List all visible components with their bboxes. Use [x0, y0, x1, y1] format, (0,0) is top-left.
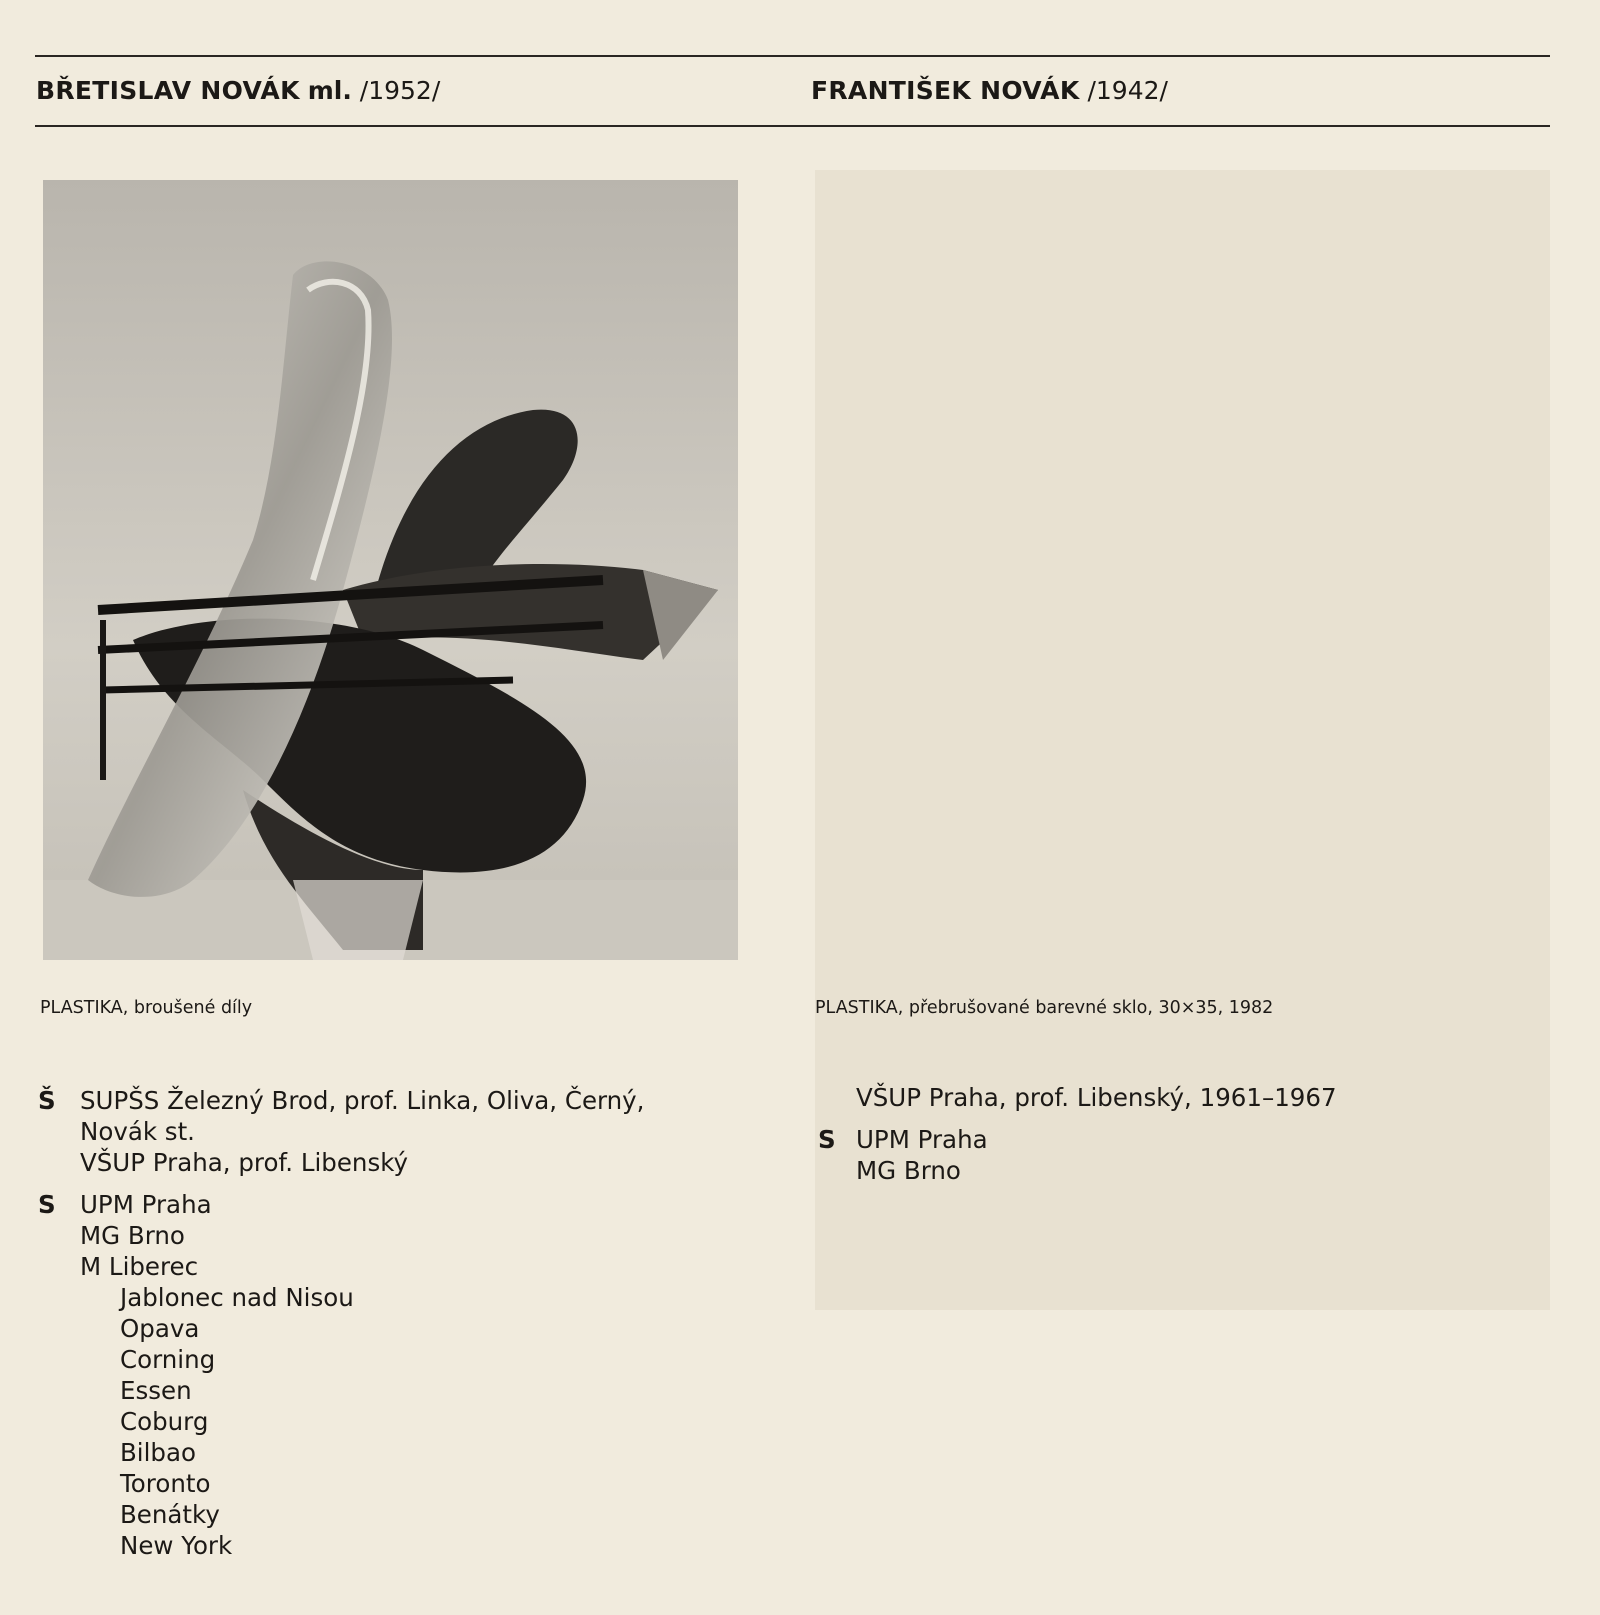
collections-block	[818, 1124, 1337, 1186]
biography-right	[818, 1082, 1337, 1186]
collection-item: Bilbao	[120, 1438, 196, 1467]
artist-birth-year: /1942/	[1087, 76, 1168, 105]
collection-item: Coburg	[120, 1407, 209, 1436]
studies-line: VŠUP Praha, prof. Libenský	[80, 1148, 409, 1177]
studies-marker: Š	[38, 1086, 56, 1115]
artist-name: BŘETISLAV NOVÁK	[36, 76, 300, 105]
collection-item: Jablonec nad Nisou	[120, 1283, 354, 1312]
collection-item: Benátky	[120, 1500, 220, 1529]
photo-caption	[815, 998, 1273, 1018]
caption-text: přebrušované barevné sklo, 30×35, 1982	[908, 998, 1274, 1018]
header-bottom-rule	[35, 125, 1550, 127]
collection-item: Toronto	[120, 1469, 211, 1498]
studies-block	[38, 1085, 644, 1178]
collection-item: Corning	[120, 1345, 216, 1374]
caption-text: broušené díly	[133, 998, 253, 1018]
collection-item: MG Brno	[856, 1156, 961, 1185]
collection-item: Opava	[120, 1314, 200, 1343]
collections-block	[38, 1189, 644, 1561]
sculpture-photo	[43, 180, 738, 960]
collection-item: UPM Praha	[80, 1190, 212, 1219]
studies-line: SUPŠS Železný Brod, prof. Linka, Oliva, Černý,	[80, 1086, 645, 1115]
biography-left	[38, 1085, 644, 1572]
photo-caption	[40, 998, 252, 1018]
collection-item: M Liberec	[80, 1252, 199, 1281]
caption-title: PLASTIKA,	[40, 998, 129, 1018]
collection-item: UPM Praha	[856, 1125, 988, 1154]
artist-suffix: ml.	[307, 76, 352, 105]
artist-name: FRANTIŠEK NOVÁK	[811, 76, 1080, 105]
collections-marker: S	[38, 1190, 56, 1219]
artist-header-left	[36, 76, 440, 105]
collection-item: MG Brno	[80, 1221, 185, 1250]
artist-header-right	[811, 76, 1168, 105]
studies-line: VŠUP Praha, prof. Libenský, 1961–1967	[856, 1083, 1337, 1112]
collection-item: Essen	[120, 1376, 192, 1405]
top-rule	[35, 55, 1550, 57]
collections-marker: S	[818, 1125, 836, 1154]
artist-birth-year: /1952/	[359, 76, 441, 105]
collection-item: New York	[120, 1531, 233, 1560]
studies-line: Novák st.	[80, 1117, 195, 1146]
caption-title: PLASTIKA,	[815, 998, 904, 1018]
